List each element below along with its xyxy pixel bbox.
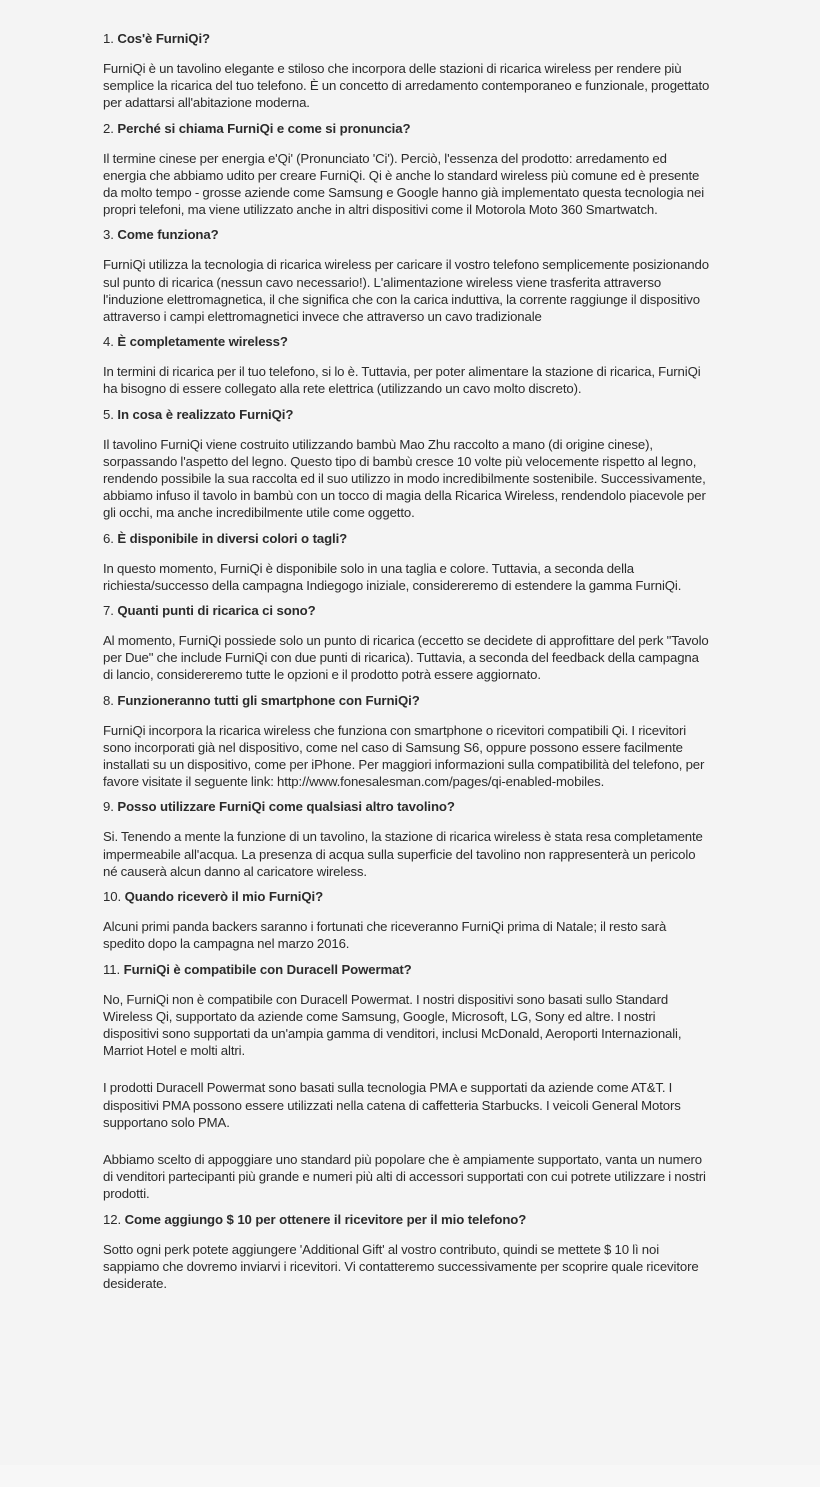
faq-answer-paragraph: FurniQi incorpora la ricarica wireless che funziona con smartphone o ricevitori compatibili Qi. I ricevitori sono incorporati già nel dispositivo, come nel caso di Samsung S6, oppure possono essere facilmente installati su un dispositivo, come per iPhone. Per maggiori informazioni sulla compatibilità del telefono, per favore visitate il seguente link: http://www.fonesalesman.com/pages/qi-enabled-mobiles. — [103, 722, 705, 790]
faq-question — [103, 961, 711, 978]
faq-question-text: Funzioneranno tutti gli smartphone con FurniQi? — [117, 692, 420, 708]
faq-question-text: Cos'è FurniQi? — [117, 31, 210, 46]
faq-answer-paragraph: FurniQi utilizza la tecnologia di ricarica wireless per caricare il vostro telefono semplicemente posizionando sul punto di ricarica (nessun cavo necessario!). L'alimentazione wireless viene trasferita attraverso l'induzione elettromagnetica, il che significa che con la carica induttiva, la corrente raggiunge il dispositivo attraverso i campi elettromagnetici invece che attraverso un cavo tradizionale — [103, 257, 709, 325]
faq-question-text: Come funziona? — [117, 227, 219, 243]
faq-question-number: 2. — [103, 120, 114, 136]
faq-question-number: 4. — [103, 334, 114, 350]
faq-list — [103, 30, 711, 1292]
faq-answer-paragraph: Al momento, FurniQi possiede solo un punto di ricarica (eccetto se decidete di approfittare del perk "Tavolo per Due" che include FurniQi con due punti di ricarica). Tuttavia, a seconda del feedback della campagna di lancio, considereremo tutte le opzioni e il prodotto potrà essere aggiornato. — [103, 633, 709, 683]
faq-question-text: Quando riceverò il mio FurniQi? — [124, 889, 324, 905]
faq-question — [103, 692, 711, 709]
faq-answer-paragraph: Abbiamo scelto di appoggiare uno standard più popolare che è ampiamente supportato, vanta un numero di venditori partecipanti più grande e numeri più alti di accessori supportati con cui potrete utilizzare i nostri prodotti. — [103, 1151, 706, 1202]
faq-question — [103, 1211, 711, 1228]
faq-item — [103, 888, 711, 952]
faq-answer-paragraph: In questo momento, FurniQi è disponibile solo in una taglia e colore. Tuttavia, a seconda della richiesta/successo della campagna Indiegogo iniziale, considereremo di estendere la gamma FurniQi. — [103, 560, 682, 593]
faq-answer-paragraph: Alcuni primi panda backers saranno i fortunati che riceveranno FurniQi prima di Natale; il resto sarà spedito dopo la campagna nel marzo 2016. — [103, 919, 667, 952]
faq-question-text: In cosa è realizzato FurniQi? — [117, 406, 294, 422]
faq-question-text: Posso utilizzare FurniQi come qualsiasi altro tavolino? — [117, 799, 455, 815]
faq-item — [103, 226, 711, 325]
faq-question-number: 1. — [103, 31, 114, 46]
faq-question — [103, 530, 711, 547]
faq-item — [103, 406, 711, 522]
faq-question-number: 10. — [103, 889, 122, 905]
faq-question-text: Come aggiungo $ 10 per ottenere il ricevitore per il mio telefono? — [124, 1211, 527, 1227]
faq-answer-paragraph: Il termine cinese per energia e'Qi' (Pronunciato 'Ci'). Perciò, l'essenza del prodotto: arredamento ed energia che abbiamo udito per creare FurniQi. Qi è anche lo standard wireless più comune ed è presente da molto tempo - grosse aziende come Samsung e Google hanno già implementato questa tecnologia nei propri telefoni, ma viene utilizzato anche in altri dispositivi come il Motorola Moto 360 Smartwatch. — [103, 150, 705, 218]
faq-item — [103, 692, 711, 791]
faq-answer-paragraph: Si. Tenendo a mente la funzione di un tavolino, la stazione di ricarica wireless è stata resa completamente impermeabile all'acqua. La presenza di acqua sulla superficie del tavolino non rappresenterà un pericolo né causerà alcun danno al caricatore wireless. — [103, 829, 703, 879]
faq-answer-paragraph: In termini di ricarica per il tuo telefono, si lo è. Tuttavia, per poter alimentare la stazione di ricarica, FurniQi ha bisogno di essere collegato alla rete elettrica (utilizzando un cavo molto discreto). — [103, 364, 701, 397]
faq-question-number: 7. — [103, 603, 114, 619]
faq-question-text: È disponibile in diversi colori o tagli? — [117, 530, 348, 546]
faq-item — [103, 530, 711, 594]
faq-answer-paragraph: No, FurniQi non è compatibile con Duracell Powermat. I nostri dispositivi sono basati sullo Standard Wireless Qi, supportato da aziende come Samsung, Google, Microsoft, LG, Sony ed altre. I nostri dispositivi sono supportati da un'ampia gamma di venditori, inclusi McDonald, Aeroporti Internazionali, Marriot Hotel e molti altri. — [103, 991, 682, 1059]
faq-item — [103, 1211, 711, 1293]
faq-question-number: 6. — [103, 530, 114, 546]
faq-item — [103, 120, 711, 219]
faq-question-text: Quanti punti di ricarica ci sono? — [117, 603, 316, 619]
faq-answer-paragraph: FurniQi è un tavolino elegante e stiloso che incorpora delle stazioni di ricarica wireless per rendere più semplice la ricarica del tuo telefono. È un concetto di arredamento contemporaneo e funzionale, progettato per adattarsi all'abitazione moderna. — [103, 61, 710, 111]
faq-question — [103, 888, 711, 905]
faq-item — [103, 961, 711, 1203]
bottom-band — [0, 1465, 820, 1487]
faq-answer-paragraph: Il tavolino FurniQi viene costruito utilizzando bambù Mao Zhu raccolto a mano (di origine cinese), sorpassando l'aspetto del legno. Questo tipo di bambù cresce 10 volte più velocemente rispetto al legno, rendendo possibile la sua raccolta ed il suo utilizzo in modo incredibilmente sostenibile. Successivamente, abbiamo infuso il tavolo in bambù con un tocco di magia della Ricarica Wireless, rendendolo piacevole per gli occhi, ma anche incredibilmente utile come oggetto. — [103, 436, 706, 521]
faq-item — [103, 333, 711, 397]
faq-question-text: FurniQi è compatibile con Duracell Powermat? — [123, 961, 412, 977]
faq-question-text: È completamente wireless? — [117, 334, 288, 350]
faq-item — [103, 602, 711, 684]
faq-question-text: Perché si chiama FurniQi e come si pronuncia? — [117, 120, 411, 136]
faq-question — [103, 30, 711, 47]
faq-question-number: 9. — [103, 799, 114, 815]
faq-question-number: 3. — [103, 227, 114, 243]
faq-question — [103, 798, 711, 815]
faq-answer-paragraph: I prodotti Duracell Powermat sono basati sulla tecnologia PMA e supportati da aziende come AT&T. I dispositivi PMA possono essere utilizzati nella catena di caffetteria Starbucks. I veicoli General Motors supportano solo PMA. — [103, 1080, 681, 1130]
faq-question — [103, 120, 711, 137]
faq-question — [103, 406, 711, 423]
faq-question — [103, 333, 711, 350]
faq-question-number: 11. — [103, 961, 121, 977]
faq-question-number: 8. — [103, 692, 114, 708]
faq-question-number: 5. — [103, 406, 114, 422]
faq-question — [103, 226, 711, 243]
faq-item — [103, 30, 711, 112]
faq-question — [103, 602, 711, 619]
faq-item — [103, 798, 711, 880]
faq-question-number: 12. — [103, 1211, 122, 1227]
faq-answer-paragraph: Sotto ogni perk potete aggiungere 'Additional Gift' al vostro contributo, quindi se mettete $ 10 lì noi sappiamo che dovremo inviarvi i ricevitori. Vi contatteremo successivamente per scoprire quale ricevitore desiderate. — [103, 1241, 699, 1291]
